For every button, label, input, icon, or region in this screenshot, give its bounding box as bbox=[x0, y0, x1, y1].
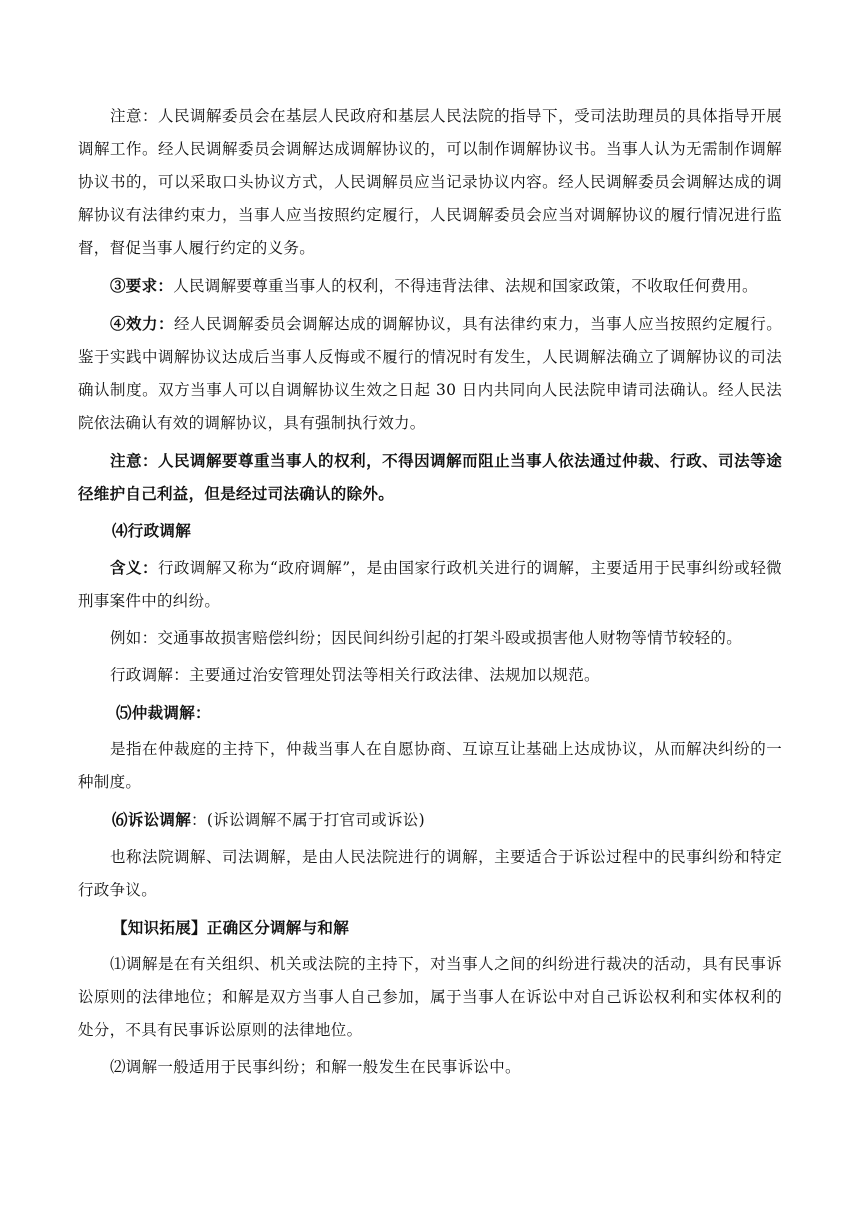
effect-paragraph bbox=[78, 307, 782, 440]
effect-label: ④效力： bbox=[110, 314, 175, 333]
note-paragraph-1: 注意：人民调解委员会在基层人民政府和基层人民法院的指导下，受司法助理员的具体指导开展调解工作。经人民调解委员会调解达成调解协议的，可以制作调解协议书。当事人认为无需制作调解协议书的，可以采取口头协议方式，人民调解员应当记录协议内容。经人民调解委员会调解达成的调解协议有法律约束力，当事人应当按照约定履行，人民调解委员会应当对调解协议的履行情况进行监督，督促当事人履行约定的义务。 bbox=[78, 107, 782, 257]
meaning-label: 含义： bbox=[110, 558, 158, 577]
arbitration-paragraph: 是指在仲裁庭的主持下，仲裁当事人在自愿协商、互谅互让基础上达成协议，从而解决纠纷的一种制度。 bbox=[78, 740, 782, 791]
example-paragraph: 例如：交通事故损害赔偿纠纷；因民间纠纷引起的打架斗殴或损害他人财物等情节较轻的。 bbox=[110, 629, 743, 647]
meaning-text: 行政调解又称为“政府调解”，是由国家行政机关进行的调解，主要适用于民事纠纷或轻微刑事案件中的纠纷。 bbox=[78, 559, 782, 610]
requirement-paragraph bbox=[78, 269, 782, 303]
section-heading-litigation-mediation bbox=[78, 803, 782, 837]
distinction-paragraph-1: ⑴调解是在有关组织、机关或法院的主持下，对当事人之间的纠纷进行裁决的活动，具有民事诉讼原则的法律地位；和解是双方当事人自己参加，属于当事人在诉讼中对自己诉讼权利和实体权利的处分，不具有民事诉讼原则的法律地位。 bbox=[78, 955, 782, 1039]
requirement-label: ③要求： bbox=[110, 276, 174, 295]
section-heading-administrative-mediation: ⑷行政调解 bbox=[112, 521, 192, 540]
distinction-paragraph-2: ⑵调解一般适用于民事纠纷；和解一般发生在民事诉讼中。 bbox=[110, 1058, 521, 1076]
administrative-regulation-paragraph: 行政调解：主要通过治安管理处罚法等相关行政法律、法规加以规范。 bbox=[110, 666, 600, 684]
section-heading-arbitration-mediation: ⑸仲裁调解： bbox=[116, 703, 211, 722]
effect-text: 经人民调解委员会调解达成的调解协议，具有法律约束力，当事人应当按照约定履行。鉴于实践中调解协议达成后当事人反悔或不履行的情况时有发生，人民调解法确立了调解协议的司法确认制度。双方当事人可以自调解协议生效之日起 30 日内共同向人民法院申请司法确认。经人民法院依法确认有效的调解协议，具有强制执行效力。 bbox=[78, 315, 783, 432]
litigation-label: ⑹诉讼调解 bbox=[112, 810, 192, 829]
document-page bbox=[78, 100, 782, 1088]
litigation-note: ：(诉讼调解不属于打官司或诉讼) bbox=[191, 811, 425, 829]
knowledge-extension-heading: 【知识拓展】正确区分调解与和解 bbox=[112, 918, 350, 937]
litigation-paragraph: 也称法院调解、司法调解，是由人民法院进行的调解，主要适合于诉讼过程中的民事纠纷和特定行政争议。 bbox=[78, 848, 782, 899]
note-paragraph-2: 注意：人民调解要尊重当事人的权利，不得因调解而阻止当事人依法通过仲裁、行政、司法等途径维护自己利益，但是经过司法确认的除外。 bbox=[78, 451, 782, 503]
requirement-text: 人民调解要尊重当事人的权利，不得违背法律、法规和国家政策，不收取任何费用。 bbox=[173, 277, 758, 295]
meaning-paragraph bbox=[78, 551, 782, 618]
